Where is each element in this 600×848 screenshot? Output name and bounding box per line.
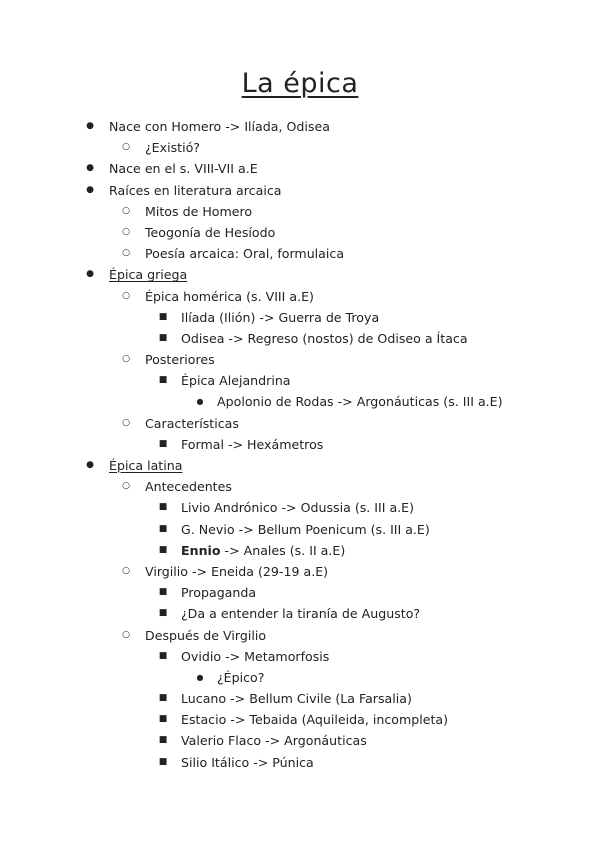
list-item: ● Apolonio de Rodas -> Argonáuticas (s. III a.E) [0, 391, 600, 412]
section-heading-latin: Épica latina [109, 458, 183, 473]
list-item: ○ ¿Existió? [0, 137, 600, 158]
filled-circle-bullet-icon: ● [86, 460, 94, 470]
square-bullet-icon: ■ [158, 650, 168, 661]
filled-circle-bullet-icon: ● [86, 121, 94, 131]
list-item: ○ Mitos de Homero [0, 201, 600, 222]
list-item: ● Nace en el s. VIII-VII a.E [0, 158, 600, 179]
list-item: ■ Lucano -> Bellum Civile (La Farsalia) [0, 688, 600, 709]
filled-circle-bullet-icon: ● [196, 672, 204, 682]
section-heading-greek: Épica griega [109, 267, 188, 283]
square-bullet-icon: ■ [158, 375, 168, 386]
square-bullet-icon: ■ [158, 438, 168, 449]
list-item: ○ Épica homérica (s. VIII a.E) [0, 286, 600, 307]
hollow-circle-bullet-icon: ○ [122, 290, 130, 301]
square-bullet-icon: ■ [158, 523, 168, 534]
list-item: ● Nace con Homero -> Ilíada, Odisea [0, 116, 600, 137]
list-item: ○ Después de Virgilio [0, 625, 600, 646]
hollow-circle-bullet-icon: ○ [122, 142, 130, 153]
list-item: ○ Teogonía de Hesíodo [0, 222, 600, 243]
list-item: ■ Livio Andrónico -> Odussia (s. III a.E) [0, 497, 600, 518]
list-item: ● Raíces en literatura arcaica [0, 180, 600, 201]
list-item: ■ Valerio Flaco -> Argonáuticas [0, 730, 600, 751]
list-item: ● ¿Épico? [0, 667, 600, 688]
list-item: ○ Virgilio -> Eneida (29-19 a.E) [0, 561, 600, 582]
list-item: ○ Posteriores [0, 349, 600, 370]
list-item: ■ Épica Alejandrina [0, 370, 600, 391]
list-item [0, 264, 600, 285]
square-bullet-icon: ■ [158, 332, 168, 343]
square-bullet-icon: ■ [158, 587, 168, 598]
square-bullet-icon: ■ [158, 756, 168, 767]
hollow-circle-bullet-icon: ○ [122, 417, 130, 428]
filled-circle-bullet-icon: ● [86, 184, 94, 195]
page-title: La épica [241, 68, 359, 99]
hollow-circle-bullet-icon: ○ [122, 481, 130, 492]
square-bullet-icon: ■ [158, 608, 168, 619]
filled-circle-bullet-icon: ● [86, 163, 94, 174]
list-item: ○ Poesía arcaica: Oral, formulaica [0, 243, 600, 264]
list-item: ■ G. Nevio -> Bellum Poenicum (s. III a.E) [0, 519, 600, 540]
list-item: ■ Formal -> Hexámetros [0, 434, 600, 455]
list-item: ■ ¿Da a entender la tiranía de Augusto? [0, 603, 600, 624]
square-bullet-icon: ■ [158, 735, 168, 746]
list-item: ■ Estacio -> Tebaida (Aquileida, incompleta) [0, 709, 600, 730]
square-bullet-icon: ■ [158, 693, 168, 704]
list-item [0, 455, 600, 476]
bold-author: Ennio [181, 542, 221, 558]
hollow-circle-bullet-icon: ○ [122, 248, 130, 259]
square-bullet-icon: ■ [158, 502, 168, 513]
list-item: ■ Silio Itálico -> Púnica [0, 752, 600, 773]
list-item: ■ Propaganda [0, 582, 600, 603]
hollow-circle-bullet-icon: ○ [122, 565, 130, 576]
filled-circle-bullet-icon: ● [86, 269, 94, 280]
list-item: ■ Ennio -> Anales (s. II a.E) [0, 540, 600, 561]
hollow-circle-bullet-icon: ○ [122, 629, 130, 640]
square-bullet-icon: ■ [158, 714, 168, 725]
square-bullet-icon: ■ [158, 544, 168, 555]
list-item: ○ Antecedentes [0, 476, 600, 497]
hollow-circle-bullet-icon: ○ [122, 205, 130, 216]
outline-list [0, 116, 600, 773]
list-item: ○ Características [0, 413, 600, 434]
hollow-circle-bullet-icon: ○ [122, 226, 130, 237]
square-bullet-icon: ■ [158, 311, 168, 322]
list-item: ■ Odisea -> Regreso (nostos) de Odiseo a Ítaca [0, 328, 600, 349]
list-item: ■ Ovidio -> Metamorfosis [0, 646, 600, 667]
list-item: ■ Ilíada (Ilión) -> Guerra de Troya [0, 307, 600, 328]
hollow-circle-bullet-icon: ○ [122, 354, 130, 365]
filled-circle-bullet-icon: ● [196, 397, 204, 407]
